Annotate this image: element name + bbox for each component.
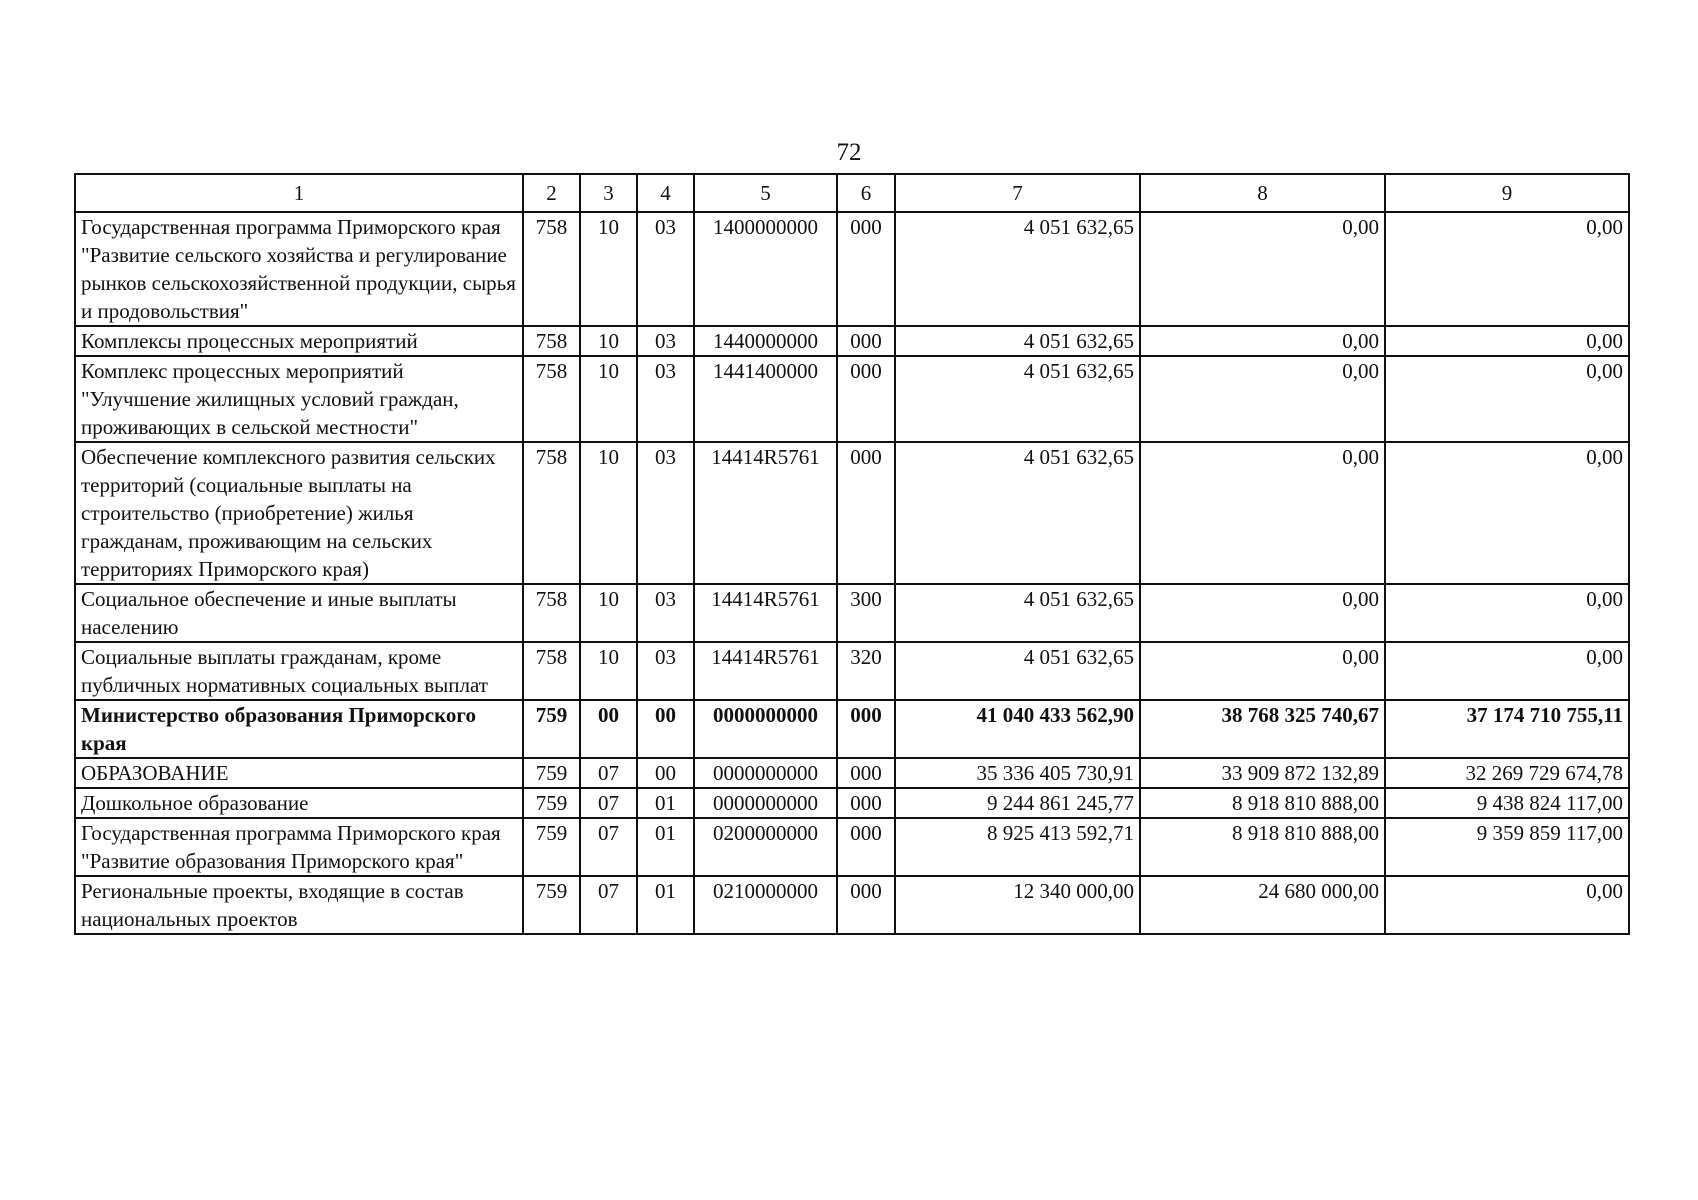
row-ministry-code: 759	[523, 818, 580, 876]
row-section-code: 10	[580, 584, 637, 642]
row-target-code: 0000000000	[694, 700, 837, 758]
header-row	[75, 174, 1629, 212]
row-name: Министерство образования Приморского края	[75, 700, 523, 758]
row-ministry-code: 759	[523, 758, 580, 788]
row-amount-9: 0,00	[1385, 442, 1629, 584]
row-amount-9: 0,00	[1385, 212, 1629, 326]
row-target-code: 0000000000	[694, 788, 837, 818]
row-target-code: 0000000000	[694, 758, 837, 788]
header-col-9: 9	[1385, 174, 1629, 212]
table-row	[75, 584, 1629, 642]
row-amount-9: 0,00	[1385, 356, 1629, 442]
row-amount-8: 24 680 000,00	[1140, 876, 1385, 934]
table-row	[75, 818, 1629, 876]
row-ministry-code: 758	[523, 442, 580, 584]
row-amount-8: 33 909 872 132,89	[1140, 758, 1385, 788]
row-name: Социальное обеспечение и иные выплаты населению	[75, 584, 523, 642]
row-subsection-code: 03	[637, 212, 694, 326]
row-amount-7: 4 051 632,65	[895, 212, 1140, 326]
row-amount-8: 38 768 325 740,67	[1140, 700, 1385, 758]
row-target-code: 1400000000	[694, 212, 837, 326]
row-amount-9: 0,00	[1385, 876, 1629, 934]
row-amount-9: 0,00	[1385, 584, 1629, 642]
row-expense-type-code: 000	[837, 212, 895, 326]
row-amount-7: 41 040 433 562,90	[895, 700, 1140, 758]
row-section-code: 10	[580, 442, 637, 584]
row-target-code: 0200000000	[694, 818, 837, 876]
row-name: Обеспечение комплексного развития сельских территорий (социальные выплаты на строительство (приобретение) жилья гражданам, проживающим на сельских территориях Приморского края)	[75, 442, 523, 584]
row-amount-7: 4 051 632,65	[895, 584, 1140, 642]
table-row	[75, 700, 1629, 758]
row-expense-type-code: 000	[837, 876, 895, 934]
row-section-code: 07	[580, 876, 637, 934]
row-expense-type-code: 000	[837, 700, 895, 758]
row-name: Социальные выплаты гражданам, кроме публичных нормативных социальных выплат	[75, 642, 523, 700]
row-amount-7: 4 051 632,65	[895, 442, 1140, 584]
header-col-2: 2	[523, 174, 580, 212]
row-subsection-code: 01	[637, 876, 694, 934]
row-amount-9: 9 359 859 117,00	[1385, 818, 1629, 876]
row-expense-type-code: 000	[837, 758, 895, 788]
row-amount-9: 37 174 710 755,11	[1385, 700, 1629, 758]
row-target-code: 14414R5761	[694, 642, 837, 700]
row-expense-type-code: 000	[837, 788, 895, 818]
table-row	[75, 326, 1629, 356]
row-section-code: 10	[580, 326, 637, 356]
table-row	[75, 356, 1629, 442]
row-amount-7: 8 925 413 592,71	[895, 818, 1140, 876]
row-subsection-code: 03	[637, 326, 694, 356]
row-amount-7: 9 244 861 245,77	[895, 788, 1140, 818]
row-amount-7: 4 051 632,65	[895, 642, 1140, 700]
row-target-code: 1440000000	[694, 326, 837, 356]
row-ministry-code: 758	[523, 642, 580, 700]
row-subsection-code: 00	[637, 758, 694, 788]
table-row	[75, 442, 1629, 584]
row-name: Комплексы процессных мероприятий	[75, 326, 523, 356]
row-expense-type-code: 000	[837, 818, 895, 876]
row-name: Региональные проекты, входящие в состав национальных проектов	[75, 876, 523, 934]
row-subsection-code: 01	[637, 818, 694, 876]
row-amount-8: 8 918 810 888,00	[1140, 788, 1385, 818]
row-ministry-code: 758	[523, 212, 580, 326]
row-amount-9: 32 269 729 674,78	[1385, 758, 1629, 788]
row-subsection-code: 00	[637, 700, 694, 758]
row-subsection-code: 01	[637, 788, 694, 818]
row-expense-type-code: 320	[837, 642, 895, 700]
row-amount-8: 0,00	[1140, 326, 1385, 356]
row-name: ОБРАЗОВАНИЕ	[75, 758, 523, 788]
row-section-code: 10	[580, 642, 637, 700]
row-amount-7: 4 051 632,65	[895, 356, 1140, 442]
row-amount-8: 0,00	[1140, 642, 1385, 700]
table-header	[75, 174, 1629, 212]
row-ministry-code: 758	[523, 584, 580, 642]
row-section-code: 07	[580, 758, 637, 788]
row-amount-9: 0,00	[1385, 326, 1629, 356]
row-section-code: 10	[580, 356, 637, 442]
row-subsection-code: 03	[637, 442, 694, 584]
row-amount-8: 8 918 810 888,00	[1140, 818, 1385, 876]
row-subsection-code: 03	[637, 642, 694, 700]
row-name: Комплекс процессных мероприятий "Улучшение жилищных условий граждан, проживающих в сельской местности"	[75, 356, 523, 442]
row-expense-type-code: 300	[837, 584, 895, 642]
row-target-code: 14414R5761	[694, 584, 837, 642]
header-col-3: 3	[580, 174, 637, 212]
row-amount-8: 0,00	[1140, 584, 1385, 642]
row-amount-8: 0,00	[1140, 442, 1385, 584]
row-expense-type-code: 000	[837, 326, 895, 356]
header-col-7: 7	[895, 174, 1140, 212]
row-amount-7: 12 340 000,00	[895, 876, 1140, 934]
row-amount-8: 0,00	[1140, 212, 1385, 326]
header-col-6: 6	[837, 174, 895, 212]
header-col-5: 5	[694, 174, 837, 212]
row-expense-type-code: 000	[837, 356, 895, 442]
page-number: 72	[836, 139, 862, 166]
row-target-code: 1441400000	[694, 356, 837, 442]
row-name: Государственная программа Приморского края "Развитие образования Приморского края"	[75, 818, 523, 876]
budget-table	[74, 173, 1630, 935]
row-target-code: 14414R5761	[694, 442, 837, 584]
table-row	[75, 876, 1629, 934]
table-body	[75, 212, 1629, 934]
row-ministry-code: 759	[523, 788, 580, 818]
row-target-code: 0210000000	[694, 876, 837, 934]
table-row	[75, 642, 1629, 700]
row-subsection-code: 03	[637, 584, 694, 642]
row-section-code: 07	[580, 818, 637, 876]
table-row	[75, 788, 1629, 818]
table-row	[75, 212, 1629, 326]
row-name: Дошкольное образование	[75, 788, 523, 818]
header-col-4: 4	[637, 174, 694, 212]
row-amount-8: 0,00	[1140, 356, 1385, 442]
row-section-code: 07	[580, 788, 637, 818]
row-amount-9: 0,00	[1385, 642, 1629, 700]
row-section-code: 10	[580, 212, 637, 326]
row-subsection-code: 03	[637, 356, 694, 442]
row-amount-7: 35 336 405 730,91	[895, 758, 1140, 788]
header-col-8: 8	[1140, 174, 1385, 212]
row-name: Государственная программа Приморского края "Развитие сельского хозяйства и регулирование рынков сельскохозяйственной продукции, сырья и продовольствия"	[75, 212, 523, 326]
row-ministry-code: 759	[523, 700, 580, 758]
row-ministry-code: 758	[523, 326, 580, 356]
row-ministry-code: 758	[523, 356, 580, 442]
row-ministry-code: 759	[523, 876, 580, 934]
header-col-1: 1	[75, 174, 523, 212]
row-amount-9: 9 438 824 117,00	[1385, 788, 1629, 818]
row-expense-type-code: 000	[837, 442, 895, 584]
table-row	[75, 758, 1629, 788]
row-amount-7: 4 051 632,65	[895, 326, 1140, 356]
row-section-code: 00	[580, 700, 637, 758]
